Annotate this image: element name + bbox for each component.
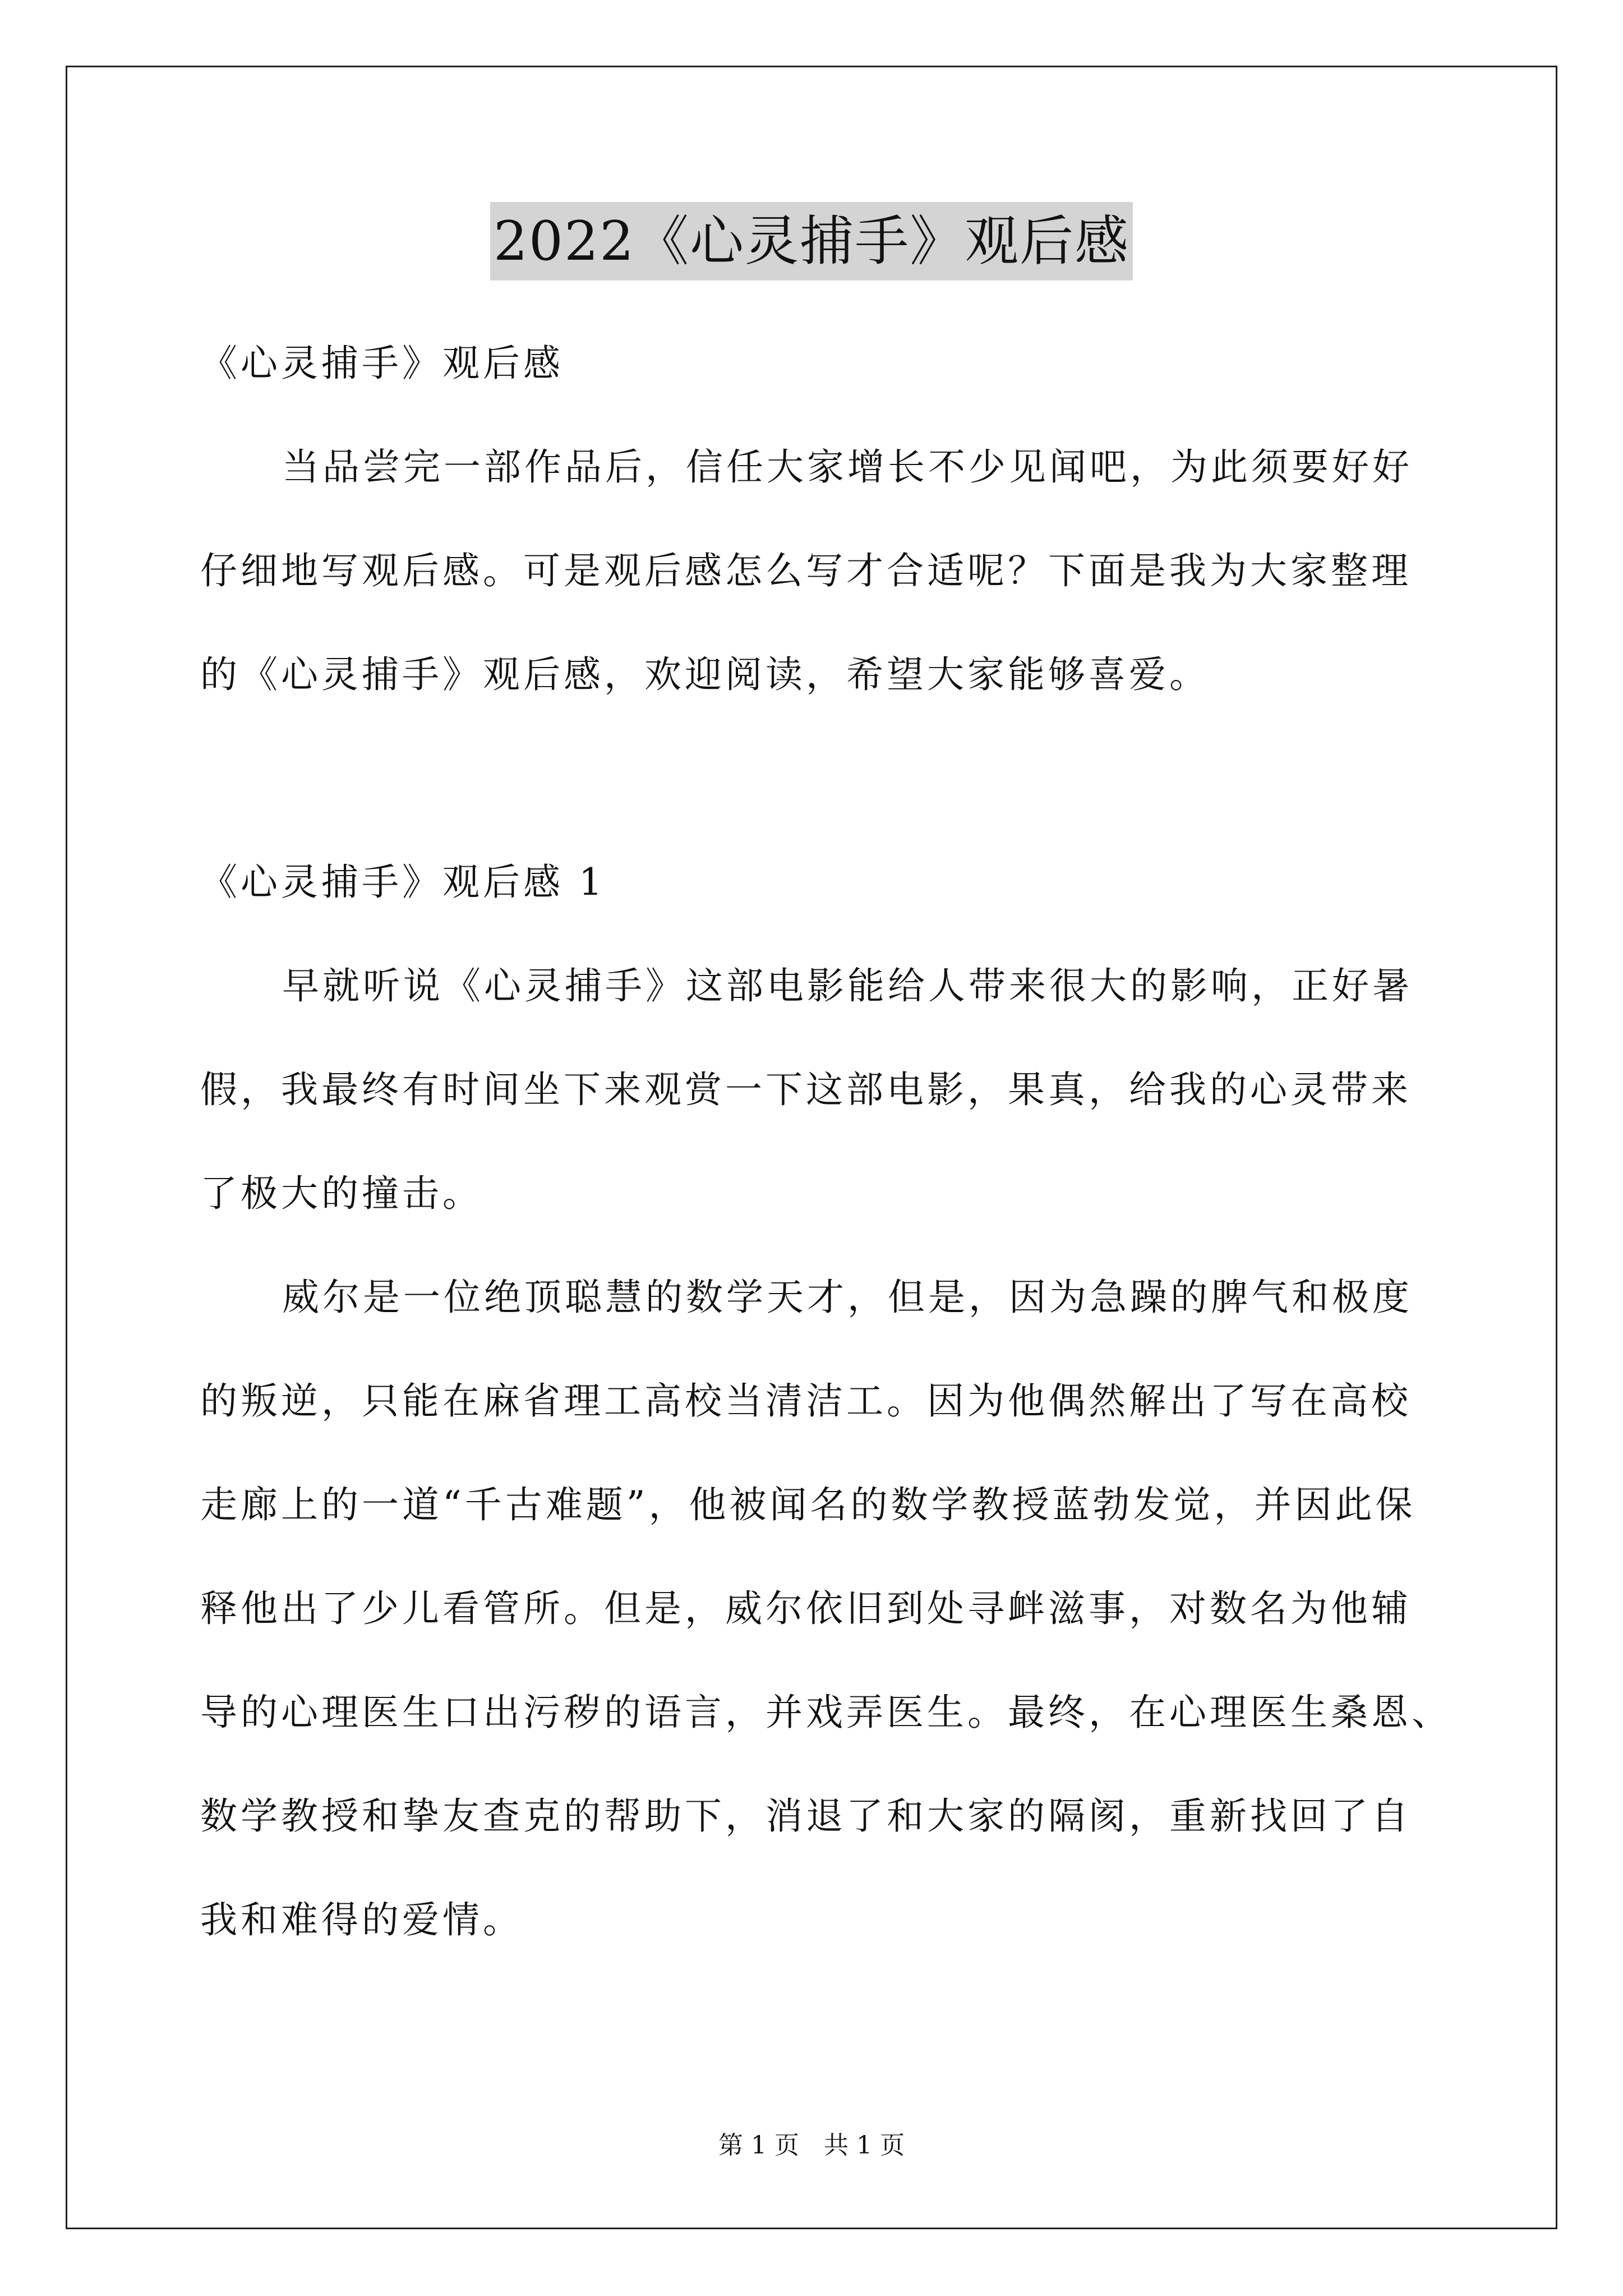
intro-line: 当品尝完一部作品后，信任大家增长不少见闻吧，为此须要好好 bbox=[282, 445, 1413, 489]
page-footer: 第 1 页 共 1 页 bbox=[718, 2131, 905, 2160]
intro-heading: 《心灵捕手》观后感 bbox=[200, 342, 564, 385]
paragraph-line: 导的心理医生口出污秽的语言，并戏弄医生。最终，在心理医生桑恩、 bbox=[200, 1691, 1452, 1734]
paragraph-line: 早就听说《心灵捕手》这部电影能给人带来很大的影响，正好暑 bbox=[282, 964, 1413, 1007]
paragraph-line: 了极大的撞击。 bbox=[200, 1172, 483, 1215]
section-heading: 《心灵捕手》观后感 1 bbox=[200, 861, 606, 904]
paragraph-line: 数学教授和挚友查克的帮助下，消退了和大家的隔阂，重新找回了自 bbox=[200, 1795, 1412, 1838]
paragraph-line: 我和难得的爱情。 bbox=[200, 1898, 523, 1941]
title-wrap bbox=[0, 202, 1623, 280]
intro-line: 的《心灵捕手》观后感，欢迎阅读，希望大家能够喜爱。 bbox=[200, 653, 1210, 696]
paragraph-line: 威尔是一位绝顶聪慧的数学天才，但是，因为急躁的脾气和极度 bbox=[282, 1276, 1413, 1319]
document-body bbox=[200, 311, 1452, 1972]
paragraph-line: 假，我最终有时间坐下来观赏一下这部电影，果真，给我的心灵带来 bbox=[200, 1068, 1412, 1111]
blank-line bbox=[200, 726, 1434, 830]
intro-line: 仔细地写观后感。可是观后感怎么写才合适呢？下面是我为大家整理 bbox=[200, 549, 1412, 592]
paragraph-line: 释他出了少儿看管所。但是，威尔依旧到处寻衅滋事，对数名为他辅 bbox=[200, 1587, 1412, 1630]
document-title: 2022《心灵捕手》观后感 bbox=[490, 202, 1133, 280]
paragraph-line: 的叛逆，只能在麻省理工高校当清洁工。因为他偶然解出了写在高校 bbox=[200, 1379, 1412, 1423]
paragraph-line: 走廊上的一道“千古难题”，他被闻名的数学教授蓝勃发觉，并因此保 bbox=[200, 1483, 1416, 1526]
